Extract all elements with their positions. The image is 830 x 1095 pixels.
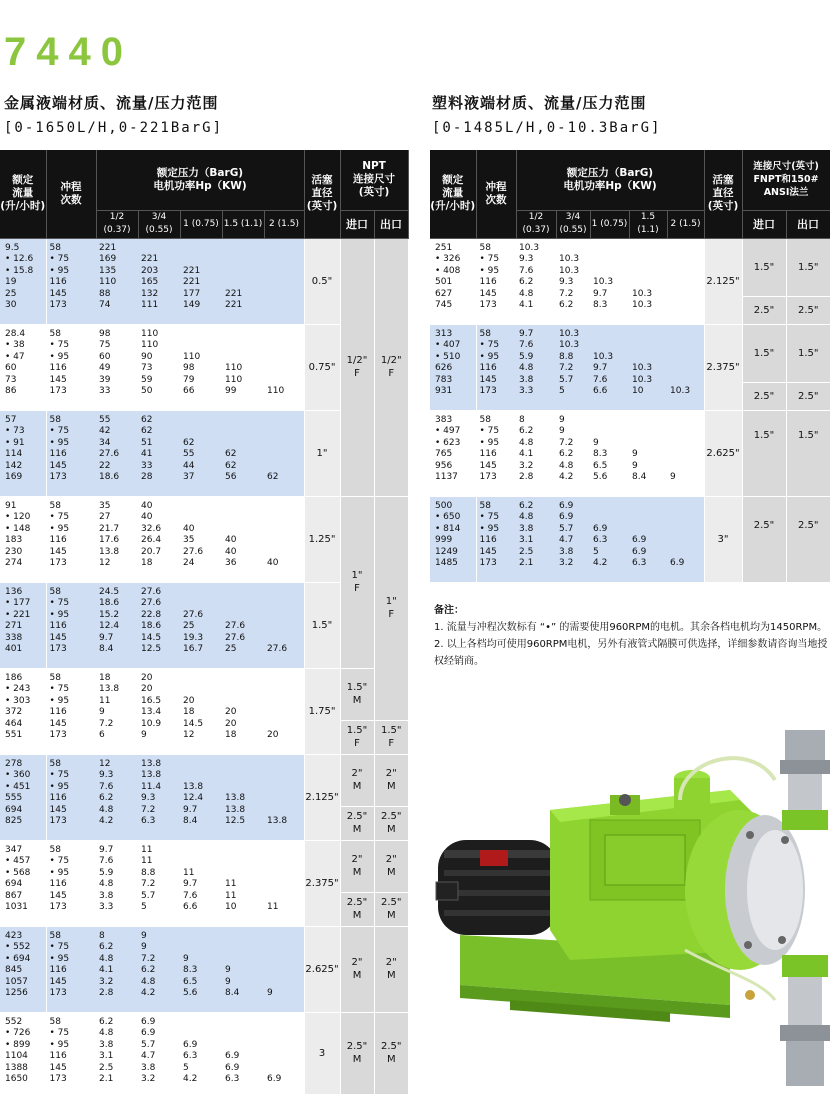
piston-diameter: 2.625" bbox=[704, 410, 742, 496]
inlet-size: 2" M bbox=[340, 754, 374, 806]
pressure-cell: 27.6 25 19.3 16.7 bbox=[180, 582, 222, 668]
pressure-cell: 9 9 7.2 6.2 4.8 4.2 bbox=[556, 410, 590, 496]
flow-cell: 28.4 • 38 • 47 60 73 86 bbox=[0, 324, 46, 410]
plastic-section-range: [0-1485L/H,0-10.3BarG] bbox=[432, 120, 662, 136]
pressure-cell: 27.6 27.6 22.8 18.6 14.5 12.5 bbox=[138, 582, 180, 668]
pressure-cell: 10.3 bbox=[667, 324, 704, 410]
outlet-size: 1.5" bbox=[786, 238, 830, 296]
pump-photo bbox=[430, 700, 830, 1092]
plastic-group-row bbox=[430, 496, 830, 582]
outlet-size: 1.5" bbox=[786, 410, 830, 496]
pressure-cell: 8 6.2 4.8 4.1 3.2 2.8 bbox=[516, 410, 556, 496]
stroke-cell: 58 • 75 • 95 116 145 173 bbox=[46, 754, 96, 840]
pressure-cell: 40 bbox=[264, 496, 304, 582]
pressure-cell: 10.3 10.3 9.3 7.2 6.2 bbox=[556, 238, 590, 324]
pressure-cell: 18 13.8 11 9 7.2 6 bbox=[96, 668, 138, 754]
pressure-cell: 9.7 7.6 5.9 4.8 3.8 3.3 bbox=[96, 840, 138, 926]
pressure-cell: 10.3 9.7 8.3 bbox=[590, 238, 629, 324]
pressure-cell: 62 62 56 bbox=[222, 410, 264, 496]
piston-diameter: 2.125" bbox=[704, 238, 742, 324]
pressure-cell: 6.9 bbox=[667, 496, 704, 582]
pressure-cell: 13.8 bbox=[264, 754, 304, 840]
metal-section-range: [0-1650L/H,0-221BarG] bbox=[4, 120, 224, 136]
pressure-cell: 62 bbox=[264, 410, 304, 496]
pressure-cell: 6.9 6.9 5.7 4.7 3.8 3.2 bbox=[138, 1012, 180, 1094]
pressure-cell: 98 75 60 49 39 33 bbox=[96, 324, 138, 410]
metal-header-outlet: 出口 bbox=[374, 210, 408, 238]
pressure-cell: 110 98 79 66 bbox=[180, 324, 222, 410]
plastic-group-row bbox=[430, 324, 830, 382]
inlet-size: 1.5" F bbox=[340, 720, 374, 754]
metal-header-power-3: 1 (0.75) bbox=[180, 210, 222, 238]
pressure-cell bbox=[667, 238, 704, 324]
stroke-cell: 58 • 75 • 95 116 145 173 bbox=[476, 410, 516, 496]
pressure-cell: 12 9.3 7.6 6.2 4.8 4.2 bbox=[96, 754, 138, 840]
outlet-size: 2.5" bbox=[786, 496, 830, 582]
plastic-header-stroke: 冲程 次数 bbox=[476, 150, 516, 238]
stroke-cell: 58 • 75 • 95 116 145 173 bbox=[46, 410, 96, 496]
metal-header-diameter: 活塞 直径 (英寸) bbox=[304, 150, 340, 238]
metal-section-title: 金属液端材质、流量/压力范围 bbox=[4, 94, 219, 112]
flow-cell: 552 • 726 • 899 1104 1388 1650 bbox=[0, 1012, 46, 1094]
pressure-cell: 40 40 32.6 26.4 20.7 18 bbox=[138, 496, 180, 582]
pressure-cell: 6.2 4.8 3.8 3.1 2.5 2.1 bbox=[516, 496, 556, 582]
outlet-size: 2.5" M bbox=[374, 1012, 408, 1094]
note-item: 1. 流量与冲程次数标有 “•” 的需要使用960RPM的电机。其余各档电机均为1450RPM。 bbox=[434, 622, 828, 633]
metal-header-flow: 额定 流量 (升/小时) bbox=[0, 150, 46, 238]
pressure-cell: 27.6 bbox=[264, 582, 304, 668]
pressure-cell: 6.9 6.9 5.7 4.7 3.8 3.2 bbox=[556, 496, 590, 582]
metal-header-conn: NPT 连接尺寸 (英寸) bbox=[340, 150, 408, 210]
model-number: 7440 bbox=[4, 30, 133, 74]
outlet-size: 1.5" bbox=[786, 324, 830, 382]
stroke-cell: 58 • 75 • 95 116 145 173 bbox=[46, 926, 96, 1012]
plastic-header-flow: 额定 流量 (升/小时) bbox=[430, 150, 476, 238]
flow-cell: 251 • 326 • 408 501 627 745 bbox=[430, 238, 476, 324]
notes bbox=[434, 602, 830, 670]
stroke-cell: 58 • 75 • 95 116 145 173 bbox=[476, 496, 516, 582]
pressure-cell: 35 27 21.7 17.6 13.8 12 bbox=[96, 496, 138, 582]
metal-header-inlet: 进口 bbox=[340, 210, 374, 238]
plastic-header-power-4: 1.5 (1.1) bbox=[629, 210, 667, 238]
metal-group-row bbox=[0, 754, 408, 806]
pressure-cell: 11 11 10 bbox=[222, 840, 264, 926]
piston-diameter: 0.5" bbox=[304, 238, 340, 324]
stroke-cell: 58 • 75 • 95 116 145 173 bbox=[46, 238, 96, 324]
plastic-header-outlet: 出口 bbox=[786, 210, 830, 238]
plastic-header-power-1: 1/2 (0.37) bbox=[516, 210, 556, 238]
pressure-cell: 6.2 4.8 3.8 3.1 2.5 2.1 bbox=[96, 1012, 138, 1094]
inlet-size: 2.5" M bbox=[340, 892, 374, 926]
pressure-cell: 24.5 18.6 15.2 12.4 9.7 8.4 bbox=[96, 582, 138, 668]
pressure-cell: 6.9 6.9 6.3 bbox=[222, 1012, 264, 1094]
metal-header-power-4: 1.5 (1.1) bbox=[222, 210, 264, 238]
pressure-cell: 9 8.3 6.5 5.6 bbox=[180, 926, 222, 1012]
outlet-size: 2.5" bbox=[786, 296, 830, 324]
pressure-cell: 6.9 bbox=[264, 1012, 304, 1094]
note-item: 2. 以上各档均可使用960RPM电机，另外有液管式隔膜可供选择，详细参数请咨询当地授权经销商。 bbox=[434, 639, 828, 667]
flow-cell: 313 • 407 • 510 626 783 931 bbox=[430, 324, 476, 410]
stroke-cell: 58 • 75 • 95 116 145 173 bbox=[476, 238, 516, 324]
pressure-cell: 9.7 7.6 5.9 4.8 3.8 3.3 bbox=[516, 324, 556, 410]
metal-header-power-5: 2 (1.5) bbox=[264, 210, 304, 238]
outlet-size: 2.5" M bbox=[374, 892, 408, 926]
stroke-cell: 58 • 75 • 95 116 145 173 bbox=[46, 324, 96, 410]
piston-diameter: 3" bbox=[704, 496, 742, 582]
inlet-size: 1/2" F bbox=[340, 238, 374, 496]
pressure-cell bbox=[264, 238, 304, 324]
stroke-cell: 58 • 75 • 95 116 145 173 bbox=[476, 324, 516, 410]
flow-cell: 186 • 243 • 303 372 464 551 bbox=[0, 668, 46, 754]
pressure-cell: 11 bbox=[264, 840, 304, 926]
plastic-header-conn: 连接尺寸(英寸) FNPT和150# ANSI法兰 bbox=[742, 150, 830, 210]
outlet-size: 1/2" F bbox=[374, 238, 408, 496]
notes-title: 备注： bbox=[434, 605, 464, 616]
stroke-cell: 58 • 75 • 95 116 145 173 bbox=[46, 840, 96, 926]
pressure-cell: 11 11 8.8 7.2 5.7 5 bbox=[138, 840, 180, 926]
flow-cell: 136 • 177 • 221 271 338 401 bbox=[0, 582, 46, 668]
pressure-cell: 9 8.3 6.5 5.6 bbox=[590, 410, 629, 496]
plastic-table bbox=[430, 150, 830, 583]
pressure-cell: 9 bbox=[667, 410, 704, 496]
flow-cell: 423 • 552 • 694 845 1057 1256 bbox=[0, 926, 46, 1012]
piston-diameter: 0.75" bbox=[304, 324, 340, 410]
pressure-cell: 110 110 99 bbox=[222, 324, 264, 410]
inlet-size: 1.5" M bbox=[340, 668, 374, 720]
outlet-size: 2" M bbox=[374, 840, 408, 892]
inlet-size: 2.5" bbox=[742, 382, 786, 410]
inlet-size: 2" M bbox=[340, 926, 374, 1012]
plastic-header-power-3: 1 (0.75) bbox=[590, 210, 629, 238]
inlet-size: 2.5" M bbox=[340, 806, 374, 840]
metal-group-row bbox=[0, 926, 408, 1012]
pressure-cell: 20 18 14.5 12 bbox=[180, 668, 222, 754]
piston-diameter: 2.125" bbox=[304, 754, 340, 840]
piston-diameter: 1.75" bbox=[304, 668, 340, 754]
pressure-cell: 55 42 34 27.6 22 18.6 bbox=[96, 410, 138, 496]
pressure-cell: 40 35 27.6 24 bbox=[180, 496, 222, 582]
pressure-cell: 221 203 165 132 111 bbox=[138, 238, 180, 324]
pressure-cell: 110 110 90 73 59 50 bbox=[138, 324, 180, 410]
outlet-size: 2" M bbox=[374, 754, 408, 806]
flow-cell: 500 • 650 • 814 999 1249 1485 bbox=[430, 496, 476, 582]
pressure-cell: 11 9.7 7.6 6.6 bbox=[180, 840, 222, 926]
plastic-header-pressure: 额定压力（BarG) 电机功率Hp（KW) bbox=[516, 150, 704, 210]
metal-header-stroke: 冲程 次数 bbox=[46, 150, 96, 238]
outlet-size: 2.5" M bbox=[374, 806, 408, 840]
metal-table bbox=[0, 150, 409, 1095]
plastic-header-inlet: 进口 bbox=[742, 210, 786, 238]
inlet-size: 1" F bbox=[340, 496, 374, 668]
plastic-group-row bbox=[430, 410, 830, 496]
metal-group-row bbox=[0, 238, 408, 324]
piston-diameter: 3 bbox=[304, 1012, 340, 1094]
piston-diameter: 2.375" bbox=[704, 324, 742, 410]
flow-cell: 57 • 73 • 91 114 142 169 bbox=[0, 410, 46, 496]
inlet-size: 1.5" bbox=[742, 324, 786, 382]
flow-cell: 278 • 360 • 451 555 694 825 bbox=[0, 754, 46, 840]
stroke-cell: 58 • 75 • 95 116 145 173 bbox=[46, 1012, 96, 1094]
metal-header-power-2: 3/4 (0.55) bbox=[138, 210, 180, 238]
stroke-cell: 58 • 75 • 95 116 145 173 bbox=[46, 582, 96, 668]
outlet-size: 1.5" F bbox=[374, 720, 408, 754]
piston-diameter: 1.5" bbox=[304, 582, 340, 668]
piston-diameter: 2.375" bbox=[304, 840, 340, 926]
inlet-size: 2.5" bbox=[742, 496, 786, 582]
plastic-section-title: 塑料液端材质、流量/压力范围 bbox=[432, 94, 647, 112]
pressure-cell: 110 bbox=[264, 324, 304, 410]
plastic-header-power-2: 3/4 (0.55) bbox=[556, 210, 590, 238]
pressure-cell: 9 9 7.2 6.2 4.8 4.2 bbox=[138, 926, 180, 1012]
pressure-cell: 221 221 bbox=[222, 238, 264, 324]
pressure-cell: 10.3 9.7 7.6 6.6 bbox=[590, 324, 629, 410]
pressure-cell: 8 6.2 4.8 4.1 3.2 2.8 bbox=[96, 926, 138, 1012]
plastic-header-power-5: 2 (1.5) bbox=[667, 210, 704, 238]
inlet-size: 2.5" M bbox=[340, 1012, 374, 1094]
outlet-size: 1" F bbox=[374, 496, 408, 720]
pressure-cell: 13.8 13.8 11.4 9.3 7.2 6.3 bbox=[138, 754, 180, 840]
outlet-size: 2.5" bbox=[786, 382, 830, 410]
inlet-size: 2" M bbox=[340, 840, 374, 892]
pressure-cell: 20 bbox=[264, 668, 304, 754]
flow-cell: 9.5 • 12.6 • 15.8 19 25 30 bbox=[0, 238, 46, 324]
pressure-cell: 20 20 16.5 13.4 10.9 9 bbox=[138, 668, 180, 754]
flow-cell: 347 • 457 • 568 694 867 1031 bbox=[0, 840, 46, 926]
pressure-cell: 10.3 10.3 10 bbox=[629, 324, 667, 410]
pressure-cell: 13.8 13.8 12.5 bbox=[222, 754, 264, 840]
pressure-cell: 6.9 6.3 5 4.2 bbox=[180, 1012, 222, 1094]
pressure-cell: 221 221 177 149 bbox=[180, 238, 222, 324]
pressure-cell: 10.3 9.3 7.6 6.2 4.8 4.1 bbox=[516, 238, 556, 324]
plastic-group-row bbox=[430, 238, 830, 296]
stroke-cell: 58 • 75 • 95 116 145 173 bbox=[46, 668, 96, 754]
metal-header-pressure: 额定压力（BarG) 电机功率Hp（KW) bbox=[96, 150, 304, 210]
metal-group-row bbox=[0, 496, 408, 582]
pressure-cell: 27.6 27.6 25 bbox=[222, 582, 264, 668]
pressure-cell: 9 bbox=[264, 926, 304, 1012]
pressure-cell: 13.8 12.4 9.7 8.4 bbox=[180, 754, 222, 840]
outlet-size: 2" M bbox=[374, 926, 408, 1012]
flow-cell: 383 • 497 • 623 765 956 1137 bbox=[430, 410, 476, 496]
piston-diameter: 1" bbox=[304, 410, 340, 496]
pressure-cell: 9 9 8.4 bbox=[222, 926, 264, 1012]
pressure-cell: 9 9 8.4 bbox=[629, 410, 667, 496]
pressure-cell: 221 169 135 110 88 74 bbox=[96, 238, 138, 324]
flow-cell: 91 • 120 • 148 183 230 274 bbox=[0, 496, 46, 582]
metal-header-power-1: 1/2 (0.37) bbox=[96, 210, 138, 238]
stroke-cell: 58 • 75 • 95 116 145 173 bbox=[46, 496, 96, 582]
pressure-cell: 6.9 6.3 5 4.2 bbox=[590, 496, 629, 582]
pressure-cell: 40 40 36 bbox=[222, 496, 264, 582]
pressure-cell: 20 20 18 bbox=[222, 668, 264, 754]
metal-group-row bbox=[0, 1012, 408, 1094]
inlet-size: 1.5" bbox=[742, 410, 786, 496]
plastic-header-diameter: 活塞 直径 (英寸) bbox=[704, 150, 742, 238]
pressure-cell: 10.3 10.3 bbox=[629, 238, 667, 324]
piston-diameter: 2.625" bbox=[304, 926, 340, 1012]
pressure-cell: 6.9 6.9 6.3 bbox=[629, 496, 667, 582]
metal-group-row bbox=[0, 840, 408, 892]
inlet-size: 2.5" bbox=[742, 296, 786, 324]
pressure-cell: 62 62 51 41 33 28 bbox=[138, 410, 180, 496]
pressure-cell: 62 55 44 37 bbox=[180, 410, 222, 496]
metal-group-row bbox=[0, 668, 408, 720]
inlet-size: 1.5" bbox=[742, 238, 786, 296]
pressure-cell: 10.3 10.3 8.8 7.2 5.7 5 bbox=[556, 324, 590, 410]
piston-diameter: 1.25" bbox=[304, 496, 340, 582]
